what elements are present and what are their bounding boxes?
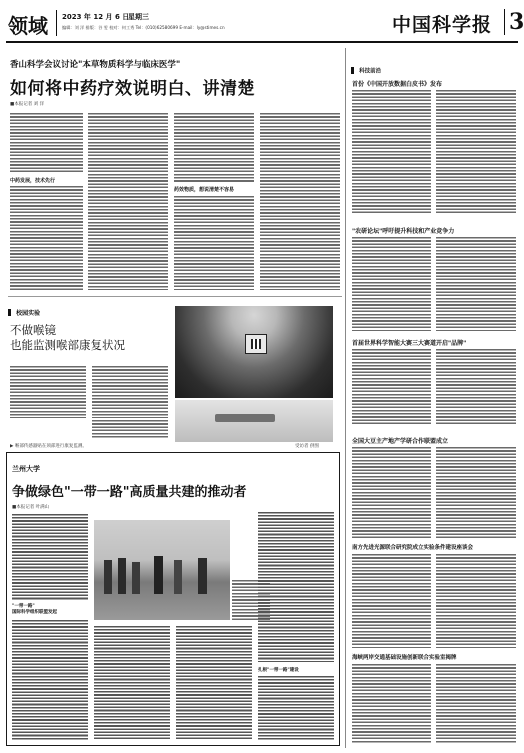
lead-column-1a [10, 113, 83, 173]
field-group-photo [94, 520, 230, 620]
neck-sensor-photo [175, 306, 333, 398]
lanzhou-column-4b [258, 676, 334, 740]
lanzhou-subhead-1: "一带一路" 国际科学组织联盟发起 [12, 604, 57, 615]
lead-byline: ■本报记者 刘 洋 [10, 102, 45, 107]
sidebar-item-body [436, 554, 516, 648]
lanzhou-byline: ■本报记者 叶满山 [12, 505, 50, 510]
lead-subhead-2: 药效物质，想说清楚不容易 [174, 187, 235, 193]
sidebar-item-title: 海峡两岸交通基础设施创新联合实验室揭牌 [352, 655, 457, 661]
sidebar-item-body [436, 90, 516, 214]
sensor-patch [245, 334, 267, 354]
section-label: 领域 [8, 14, 48, 38]
masthead-rule [6, 41, 518, 43]
issue-weekday: 星期三 [128, 13, 149, 21]
sidebar-item-body [352, 664, 431, 744]
sidebar-item-body [436, 237, 516, 331]
sidebar-divider [345, 48, 346, 748]
lead-kicker: 香山科学会议讨论"本草物质科学与临床医学" [10, 60, 181, 70]
sidebar-item-body [352, 554, 431, 648]
sidebar-tag-marker [351, 67, 354, 74]
masthead-divider [56, 10, 57, 36]
campus-column-3 [92, 420, 168, 438]
sidebar-item-body [436, 664, 516, 744]
sidebar-item-body [436, 349, 516, 425]
lanzhou-column-2 [94, 626, 170, 740]
sidebar-item-title: 首届世界科学智能大赛三大赛道开启"品牌" [352, 340, 467, 347]
issue-date: 2023 年 12 月 6 日 [62, 13, 130, 21]
lead-column-3b [174, 196, 254, 290]
campus-tag-marker [8, 309, 11, 316]
campus-title-line1: 不做喉镜 [10, 323, 56, 337]
sidebar-item-title: 首份《中国开放数据白皮书》发布 [352, 81, 443, 88]
sidebar-item-title: "农研论坛"呼吁提升科技和产业竞争力 [352, 228, 455, 235]
campus-column-2 [92, 366, 168, 418]
lead-headline: 如何将中药疗效说明白、讲清楚 [10, 79, 255, 99]
sidebar-item-title: 南方先进光源联合研究院成立实验条件建设座谈会 [352, 545, 474, 551]
sidebar-tag-label: 科技前沿 [359, 68, 382, 75]
lead-bottom-rule [8, 296, 342, 297]
lead-column-3a [174, 113, 254, 183]
lead-column-4 [260, 113, 340, 290]
lanzhou-subhead-2: 扎根"一带一路"建设 [258, 668, 299, 673]
lanzhou-column-3 [176, 626, 252, 740]
lanzhou-column-1b [12, 620, 88, 740]
sensor-sample-photo [175, 400, 333, 442]
masthead [0, 0, 524, 44]
sidebar-item-title: 全国大豆主产地产学研合作联盟成立 [352, 438, 449, 445]
lanzhou-headline: 争做绿色"一带一路"高质量共建的推动者 [12, 485, 247, 500]
campus-title-line2: 也能监测喉部康复状况 [10, 338, 125, 352]
sidebar-item-body [352, 447, 431, 539]
lead-subhead-1: 中药发展，技术先行 [10, 178, 56, 184]
campus-tag [8, 302, 40, 321]
lanzhou-tag: 兰州大学 [12, 465, 40, 473]
sidebar-item-body [352, 90, 431, 214]
page-number: 3 [504, 9, 524, 35]
sidebar-item-body [436, 447, 516, 539]
lead-column-1b [10, 186, 83, 290]
sidebar-tag [351, 60, 381, 79]
editor-credits: 编辑：刘 洋 排版：谷 雯 校对：何工秀 Tel：(010)62580699 E-mail：ly@stimes.cn [62, 25, 225, 30]
lanzhou-column-1a [12, 514, 88, 600]
campus-photo-caption: ▶ 喉部传感器贴在颈部进行康复监测。 [10, 444, 87, 449]
sidebar-item-body [352, 237, 431, 331]
campus-column-1 [10, 366, 86, 418]
campus-photo-credit: 受访者 供图 [295, 444, 319, 449]
paper-logo: 中国科学报 [392, 14, 493, 36]
lanzhou-column-4a [258, 512, 334, 662]
sidebar-item-body [352, 349, 431, 425]
lead-column-2 [88, 113, 168, 290]
campus-tag-label: 校园实验 [16, 310, 41, 317]
